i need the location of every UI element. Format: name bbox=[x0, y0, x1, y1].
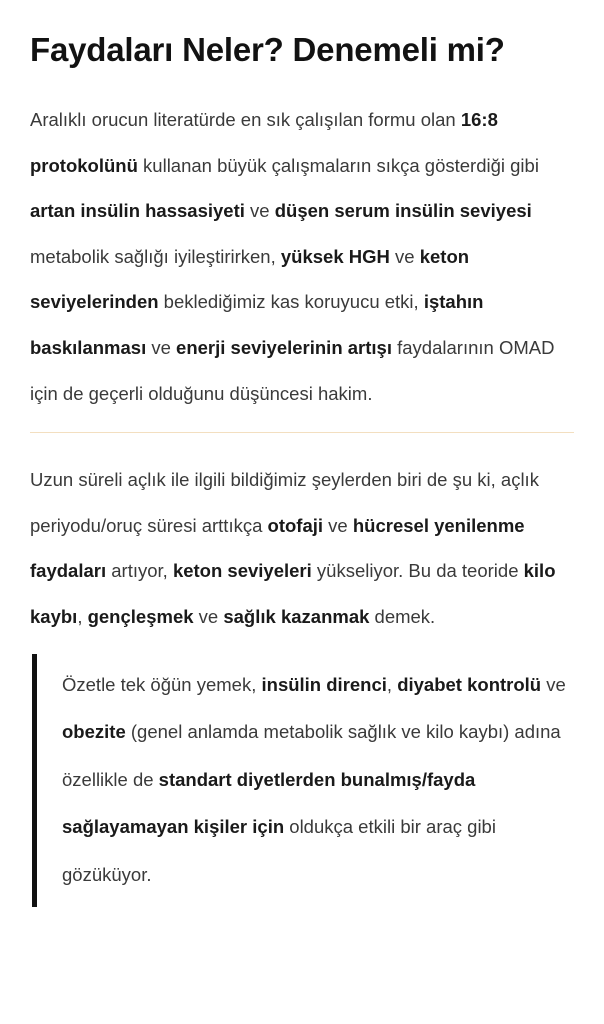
emphasis-text: kilo kaybı bbox=[30, 560, 556, 627]
emphasis-text: standart diyetlerden bunalmış/fayda sağlayamayan kişiler için bbox=[62, 768, 476, 838]
section-divider bbox=[30, 432, 574, 433]
body-text: kullanan büyük çalışmaların sıkça gösterdiği gibi bbox=[137, 154, 539, 176]
paragraph-benefits bbox=[30, 97, 574, 416]
emphasis-text: enerji seviyelerinin artışı bbox=[176, 336, 392, 358]
emphasis-text: insülin direnci bbox=[261, 673, 387, 695]
body-text: demek. bbox=[369, 605, 436, 627]
emphasis-text: iştahın baskılanması bbox=[30, 291, 484, 358]
body-text: Uzun süreli açlık ile ilgili bildiğimiz şeylerden biri de şu ki, açlık periyodu/oruç süresi arttıkça bbox=[30, 469, 539, 536]
emphasis-text: hücresel yenilenme faydaları bbox=[30, 514, 525, 582]
emphasis-text: keton seviyelerinden bbox=[30, 245, 470, 313]
body-text: ve bbox=[244, 200, 275, 222]
body-text: ve bbox=[541, 673, 566, 695]
emphasis-text: keton seviyeleri bbox=[172, 560, 312, 582]
body-text: faydalarının OMAD için de geçerli olduğunu düşüncesi hakim. bbox=[30, 336, 555, 404]
paragraph-long-fasting bbox=[30, 457, 574, 639]
body-text: beklediğimiz kas koruyucu etki, bbox=[158, 291, 424, 313]
emphasis-text: sağlık kazanmak bbox=[223, 605, 370, 627]
body-text: artıyor, bbox=[106, 560, 173, 582]
body-text: ve bbox=[146, 336, 177, 358]
summary-blockquote bbox=[32, 654, 574, 908]
emphasis-text: yüksek HGH bbox=[280, 245, 390, 267]
emphasis-text: düşen serum insülin seviyesi bbox=[274, 200, 532, 222]
article-heading: Faydaları Neler? Denemeli mi? bbox=[30, 31, 505, 68]
body-text: , bbox=[386, 673, 398, 695]
emphasis-text: gençleşmek bbox=[87, 605, 194, 627]
blockquote-text bbox=[62, 661, 574, 899]
body-text: ve bbox=[323, 514, 353, 536]
emphasis-text: 16:8 protokolünü bbox=[30, 109, 498, 176]
emphasis-text: diyabet kontrolü bbox=[397, 673, 542, 695]
body-text: oldukça etkili bir araç gibi gözüküyor. bbox=[62, 816, 496, 885]
body-text: metabolik sağlığı iyileştirirken, bbox=[30, 245, 281, 267]
body-text: (genel anlamda metabolik sağlık ve kilo kaybı) adına özellikle de bbox=[62, 721, 561, 790]
body-text: ve bbox=[193, 605, 224, 627]
body-text: Özetle tek öğün yemek, bbox=[62, 673, 262, 695]
emphasis-text: artan insülin hassasiyeti bbox=[30, 200, 245, 222]
body-text: yükseliyor. Bu da teoride bbox=[311, 560, 524, 582]
body-text: , bbox=[77, 605, 88, 627]
body-text: ve bbox=[389, 245, 420, 267]
body-text: Aralıklı orucun literatürde en sık çalışılan formu olan bbox=[30, 109, 461, 130]
emphasis-text: obezite bbox=[62, 721, 126, 743]
emphasis-text: otofaji bbox=[267, 514, 324, 536]
